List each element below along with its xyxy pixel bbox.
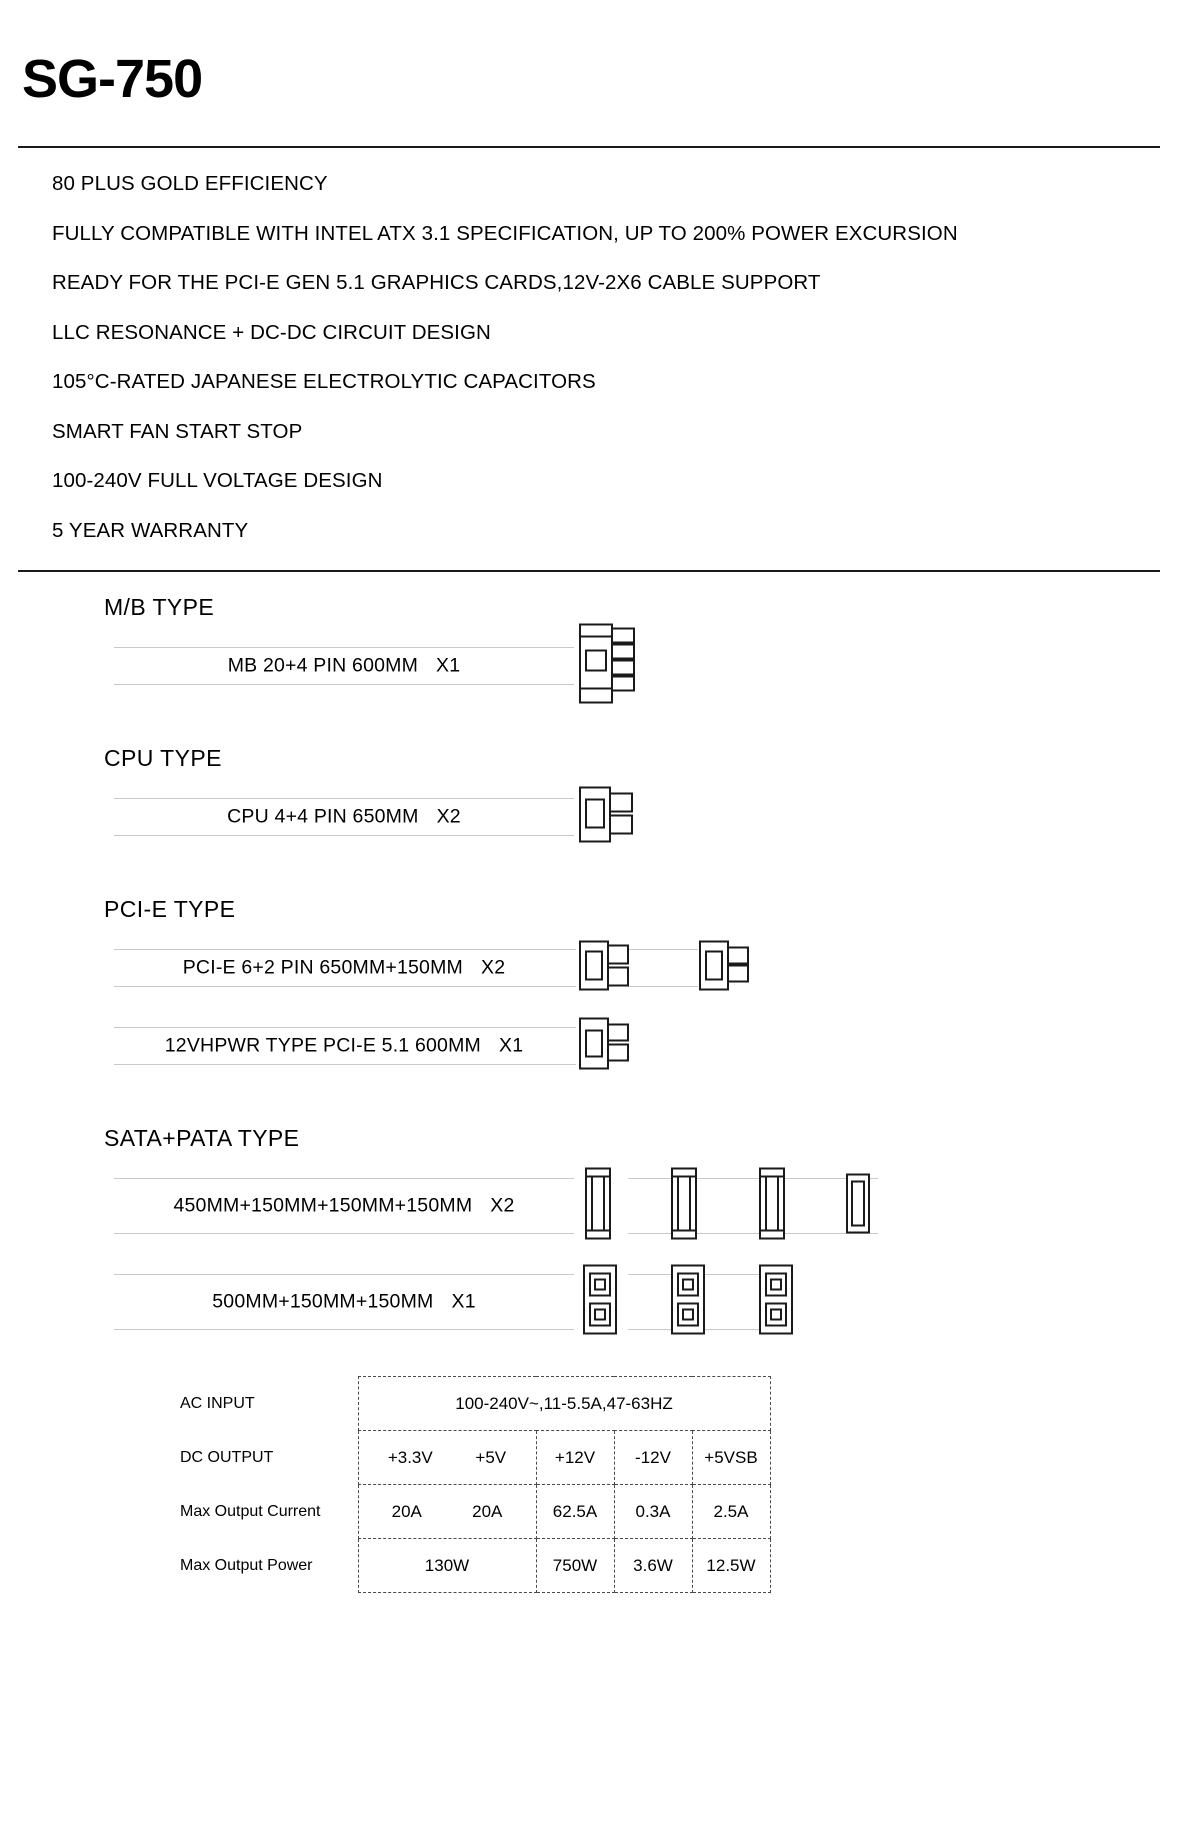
spec-cell — [358, 1431, 536, 1485]
spec-cell: 130W — [358, 1539, 536, 1593]
cable-wire — [114, 1329, 574, 1330]
connector-molex-icon — [578, 1264, 622, 1341]
cable-wire — [114, 647, 574, 648]
product-spec-sheet — [0, 36, 1178, 1821]
spec-value: +3.3V — [387, 1447, 433, 1467]
cable-wire — [114, 835, 574, 836]
spec-value: 20A — [391, 1501, 422, 1521]
cable-label-text: 500MM+150MM+150MM — [212, 1290, 434, 1313]
connector-pcie-6plus2-icon — [692, 938, 750, 999]
cable-row-sata — [0, 1158, 1178, 1254]
cable-qty: X1 — [451, 1290, 476, 1313]
cable-label — [114, 1193, 574, 1220]
connector-molex-icon — [666, 1264, 710, 1341]
cable-row-pata — [0, 1254, 1178, 1350]
cable-label-text: CPU 4+4 PIN 650MM — [227, 805, 419, 828]
connector-atx-24pin-icon — [578, 623, 636, 710]
page-title: SG-750 — [22, 49, 203, 110]
spec-cell: 2.5A — [692, 1485, 770, 1539]
cable-specifications — [0, 572, 1178, 1350]
feature-list — [0, 148, 1178, 541]
connector-sata-icon — [756, 1167, 788, 1246]
feature-item: LLC RESONANCE + DC-DC CIRCUIT DESIGN — [52, 320, 491, 344]
spec-cell: 750W — [536, 1539, 614, 1593]
feature-item: 100-240V FULL VOLTAGE DESIGN — [52, 469, 383, 493]
table-row — [180, 1431, 770, 1485]
spec-row-label-dc-output: DC OUTPUT — [180, 1448, 274, 1466]
cable-group-title-sata-pata: SATA+PATA TYPE — [104, 1125, 300, 1152]
cable-qty: X2 — [490, 1194, 515, 1217]
table-row — [180, 1485, 770, 1539]
table-row — [180, 1377, 770, 1431]
cable-wire — [114, 1178, 574, 1179]
cable-wire — [114, 1274, 574, 1275]
cable-qty: X1 — [499, 1034, 524, 1057]
cable-label-text: PCI-E 6+2 PIN 650MM+150MM — [182, 956, 463, 979]
cable-qty: X2 — [481, 956, 506, 979]
spec-cell: +5VSB — [692, 1431, 770, 1485]
cable-label-text: 450MM+150MM+150MM+150MM — [173, 1194, 473, 1217]
cable-wire — [114, 798, 574, 799]
spec-cell-ac-input-value: 100-240V~,11-5.5A,47-63HZ — [358, 1377, 770, 1431]
feature-item: FULLY COMPATIBLE WITH INTEL ATX 3.1 SPECIFICATION, UP TO 200% POWER EXCURSION — [52, 221, 958, 245]
feature-item: READY FOR THE PCI-E GEN 5.1 GRAPHICS CARDS,12V-2X6 CABLE SUPPORT — [52, 271, 821, 295]
cable-qty: X1 — [436, 654, 461, 677]
connector-cpu-8pin-icon — [578, 786, 634, 849]
cable-label-text: 12VHPWR TYPE PCI-E 5.1 600MM — [164, 1034, 481, 1057]
cable-wire — [628, 986, 698, 987]
feature-item: 80 PLUS GOLD EFFICIENCY — [52, 172, 328, 196]
spec-value: 20A — [472, 1501, 503, 1521]
spec-cell: 12.5W — [692, 1539, 770, 1593]
cable-row-12vhpwr — [0, 1007, 1178, 1085]
connector-12vhpwr-icon — [578, 1015, 630, 1078]
spec-row-label-ac-input: AC INPUT — [180, 1394, 255, 1412]
cable-row-pcie-6plus2 — [0, 929, 1178, 1007]
cable-wire — [628, 1178, 878, 1179]
spec-cell: +12V — [536, 1431, 614, 1485]
connector-sata-icon — [844, 1173, 872, 1240]
cable-wire — [114, 1233, 574, 1234]
cable-wire — [114, 1064, 576, 1065]
cable-wire — [114, 1027, 576, 1028]
spec-value: +5V — [475, 1447, 507, 1467]
power-spec-table — [0, 1376, 1178, 1593]
connector-sata-icon — [668, 1167, 700, 1246]
spec-cell — [358, 1485, 536, 1539]
feature-item: 105°C-RATED JAPANESE ELECTROLYTIC CAPACITORS — [52, 370, 596, 394]
cable-group-title-cpu: CPU TYPE — [104, 745, 222, 772]
cable-wire — [114, 684, 574, 685]
cable-wire — [114, 949, 576, 950]
cable-label — [114, 1033, 574, 1060]
cable-qty: X2 — [436, 805, 461, 828]
feature-item: SMART FAN START STOP — [52, 419, 303, 443]
connector-sata-icon — [582, 1167, 614, 1246]
spec-cell: 62.5A — [536, 1485, 614, 1539]
connector-pcie-6plus2-icon — [578, 938, 630, 999]
spec-row-label-max-current: Max Output Current — [180, 1502, 321, 1520]
spec-cell: 3.6W — [614, 1539, 692, 1593]
spec-cell: -12V — [614, 1431, 692, 1485]
cable-label-text: MB 20+4 PIN 600MM — [227, 654, 419, 677]
feature-item: 5 YEAR WARRANTY — [52, 518, 249, 542]
cable-wire — [114, 986, 576, 987]
cable-group-title-mb: M/B TYPE — [104, 594, 215, 621]
connector-molex-icon — [754, 1264, 798, 1341]
cable-row-cpu — [0, 778, 1178, 856]
spec-row-label-max-power: Max Output Power — [180, 1556, 313, 1574]
table-row — [180, 1539, 770, 1593]
spec-cell: 0.3A — [614, 1485, 692, 1539]
cable-label — [114, 804, 574, 831]
cable-row-mb — [0, 627, 1178, 705]
cable-label — [114, 653, 574, 680]
cable-wire — [628, 1233, 878, 1234]
cable-label — [114, 1289, 574, 1316]
cable-label — [114, 955, 574, 982]
cable-group-title-pcie: PCI-E TYPE — [104, 896, 236, 923]
cable-wire — [628, 949, 698, 950]
